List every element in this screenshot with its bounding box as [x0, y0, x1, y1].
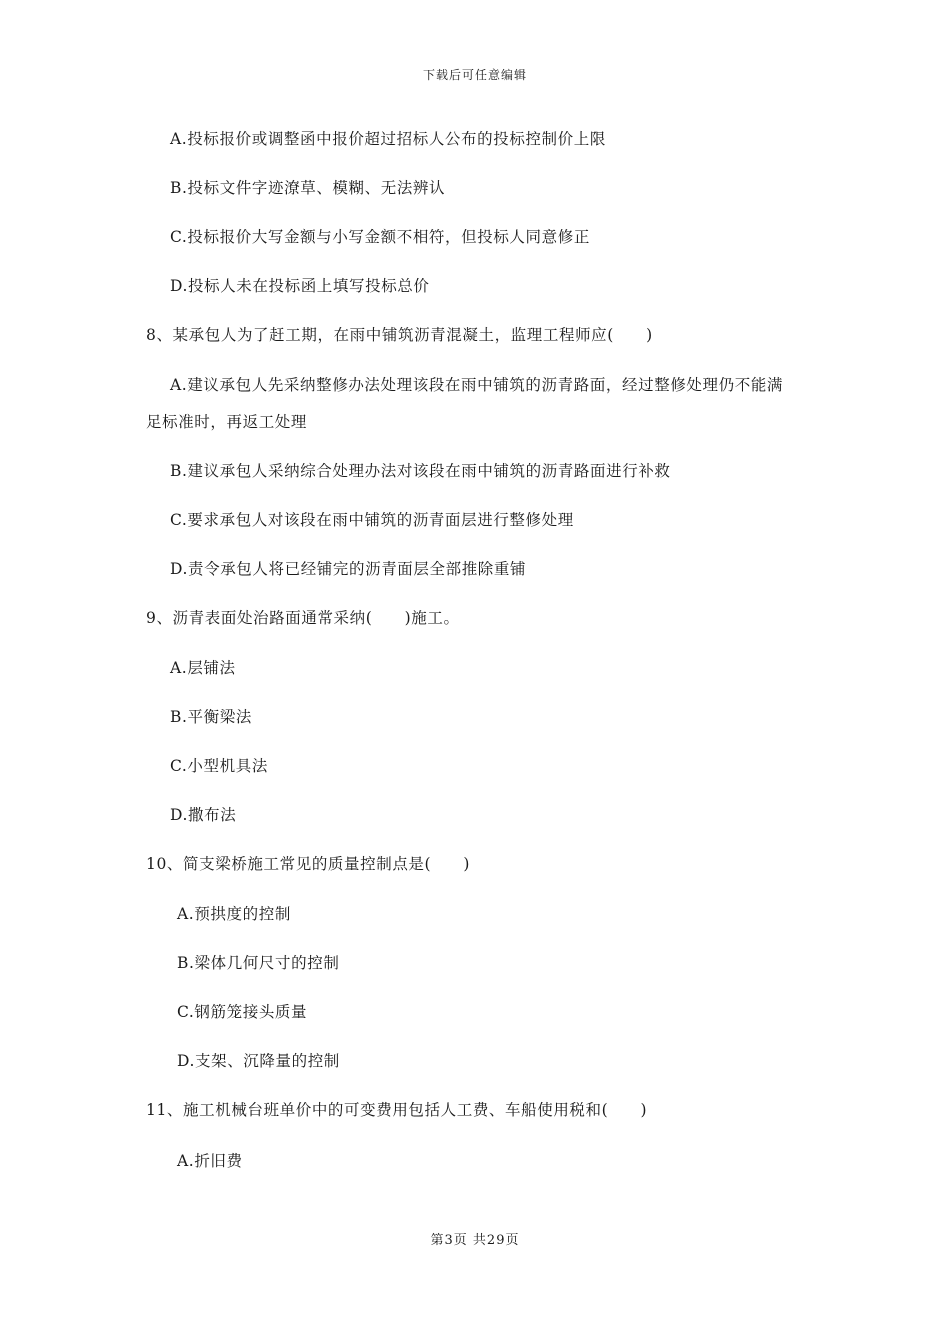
- option-7d: D.投标人未在投标函上填写投标总价: [170, 277, 430, 295]
- option-8c: C.要求承包人对该段在雨中铺筑的沥青面层进行整修处理: [170, 511, 574, 529]
- option-7a: A.投标报价或调整函中报价超过招标人公布的投标控制价上限: [170, 130, 606, 148]
- option-9c: C.小型机具法: [170, 757, 268, 775]
- page-footer: 第3页 共29页: [430, 1233, 520, 1248]
- option-8a: A.建议承包人先采纳整修办法处理该段在雨中铺筑的沥青路面，经过整修处理仍不能满: [170, 376, 784, 394]
- option-9a: A.层铺法: [170, 659, 236, 677]
- option-10d: D.支架、沉降量的控制: [177, 1052, 340, 1070]
- option-8b: B.建议承包人采纳综合处理办法对该段在雨中铺筑的沥青路面进行补救: [170, 462, 671, 480]
- question-9-stem: 9、沥青表面处治路面通常采纳( )施工。: [146, 609, 460, 627]
- question-8-stem: 8、某承包人为了赶工期，在雨中铺筑沥青混凝土，监理工程师应( ): [146, 326, 653, 344]
- option-8d: D.责令承包人将已经铺完的沥青面层全部推除重铺: [170, 560, 527, 578]
- question-11-stem: 11、施工机械台班单价中的可变费用包括人工费、车船使用税和( ): [146, 1101, 648, 1119]
- option-9d: D.撒布法: [170, 806, 237, 824]
- option-7c: C.投标报价大写金额与小写金额不相符，但投标人同意修正: [170, 228, 590, 246]
- option-8a-continued: 足标准时，再返工处理: [146, 413, 308, 431]
- option-11a: A.折旧费: [177, 1152, 243, 1170]
- option-10a: A.预拱度的控制: [177, 905, 291, 923]
- option-7b: B.投标文件字迹潦草、模糊、无法辨认: [170, 179, 446, 197]
- option-10c: C.钢筋笼接头质量: [177, 1003, 308, 1021]
- page-header: 下载后可任意编辑: [422, 68, 527, 82]
- question-10-stem: 10、简支梁桥施工常见的质量控制点是( ): [146, 855, 471, 873]
- option-9b: B.平衡梁法: [170, 708, 252, 726]
- option-10b: B.梁体几何尺寸的控制: [177, 954, 340, 972]
